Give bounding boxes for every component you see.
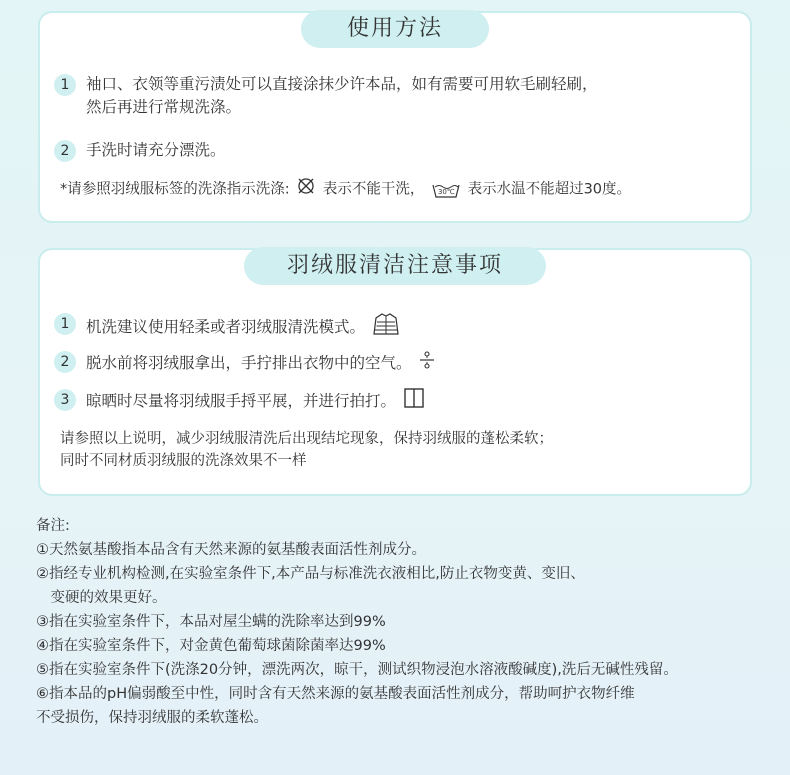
wash-temp-icon bbox=[432, 181, 460, 199]
usage-item-1-line1: 袖口、衣领等重污渍处可以直接涂抹少许本品，如有需要可用软毛刷轻刷， bbox=[86, 75, 598, 93]
care-note-line1: 请参照以上说明，减少羽绒服清洗后出现结坨现象，保持羽绒服的蓬松柔软； bbox=[60, 431, 553, 447]
usage-item-1-line2: 然后再进行常规洗涤。 bbox=[86, 98, 242, 116]
care-item-3-text: 晾晒时尽量将羽绒服手捋平展，并进行拍打。 bbox=[86, 392, 397, 410]
item-number: 1 bbox=[54, 313, 76, 335]
usage-note-b: 表示不能干洗， bbox=[322, 181, 425, 198]
item-number: 2 bbox=[54, 140, 76, 162]
usage-item-2 bbox=[54, 139, 740, 162]
item-number: 3 bbox=[54, 389, 76, 411]
remarks-title: 备注: bbox=[36, 518, 70, 534]
remark-line: ⑤指在实验室条件下(洗涤20分钟，漂洗两次，晾干，测试织物浸泡水溶液酸碱度),洗后无碱性残留。 bbox=[36, 662, 678, 678]
remark-line: 不受损伤，保持羽绒服的柔软蓬松。 bbox=[36, 710, 268, 726]
divide-icon bbox=[419, 350, 435, 377]
remark-line: ①天然氨基酸指本品含有天然来源的氨基酸表面活性剂成分。 bbox=[36, 542, 426, 558]
usage-note-c: 表示水温不能超过30度。 bbox=[467, 181, 632, 198]
usage-title: 使用方法 bbox=[301, 10, 489, 48]
care-item-1-text: 机洗建议使用轻柔或者羽绒服清洗模式。 bbox=[86, 318, 366, 336]
no-dry-clean-icon bbox=[297, 177, 315, 202]
care-item-2-text: 脱水前将羽绒服拿出，手拧排出衣物中的空气。 bbox=[86, 354, 412, 372]
care-item-3 bbox=[54, 388, 740, 415]
remarks-section bbox=[36, 514, 776, 730]
remark-line: ③指在实验室条件下，本品对屋尘螨的洗除率达到99% bbox=[36, 614, 386, 630]
usage-item-2-text: 手洗时请充分漂洗。 bbox=[86, 141, 226, 159]
care-item-1 bbox=[54, 312, 740, 343]
remark-line: ②指经专业机构检测,在实验室条件下,本产品与标准洗衣液相比,防止衣物变黄、变旧、 bbox=[36, 566, 585, 582]
usage-note bbox=[60, 177, 740, 202]
usage-note-a: *请参照羽绒服标签的洗涤指示洗涤: bbox=[60, 181, 290, 198]
usage-card bbox=[38, 11, 752, 223]
care-note bbox=[60, 428, 740, 472]
item-number: 2 bbox=[54, 351, 76, 373]
care-note-line2: 同时不同材质羽绒服的洗涤效果不一样 bbox=[60, 453, 307, 469]
frame-icon bbox=[404, 388, 424, 415]
care-item-2 bbox=[54, 350, 740, 377]
remark-line: ⑥指本品的pH偏弱酸至中性，同时含有天然来源的氨基酸表面活性剂成分，帮助呵护衣物纤维 bbox=[36, 686, 635, 702]
usage-item-1 bbox=[54, 73, 740, 119]
wash-temp-label: 30℃ bbox=[437, 187, 455, 196]
jacket-icon bbox=[373, 312, 399, 343]
item-number: 1 bbox=[54, 74, 76, 96]
remark-line: 变硬的效果更好。 bbox=[36, 590, 167, 606]
care-card bbox=[38, 248, 752, 496]
remark-line: ④指在实验室条件下，对金黄色葡萄球菌除菌率达99% bbox=[36, 638, 386, 654]
care-title: 羽绒服清洁注意事项 bbox=[244, 247, 546, 285]
